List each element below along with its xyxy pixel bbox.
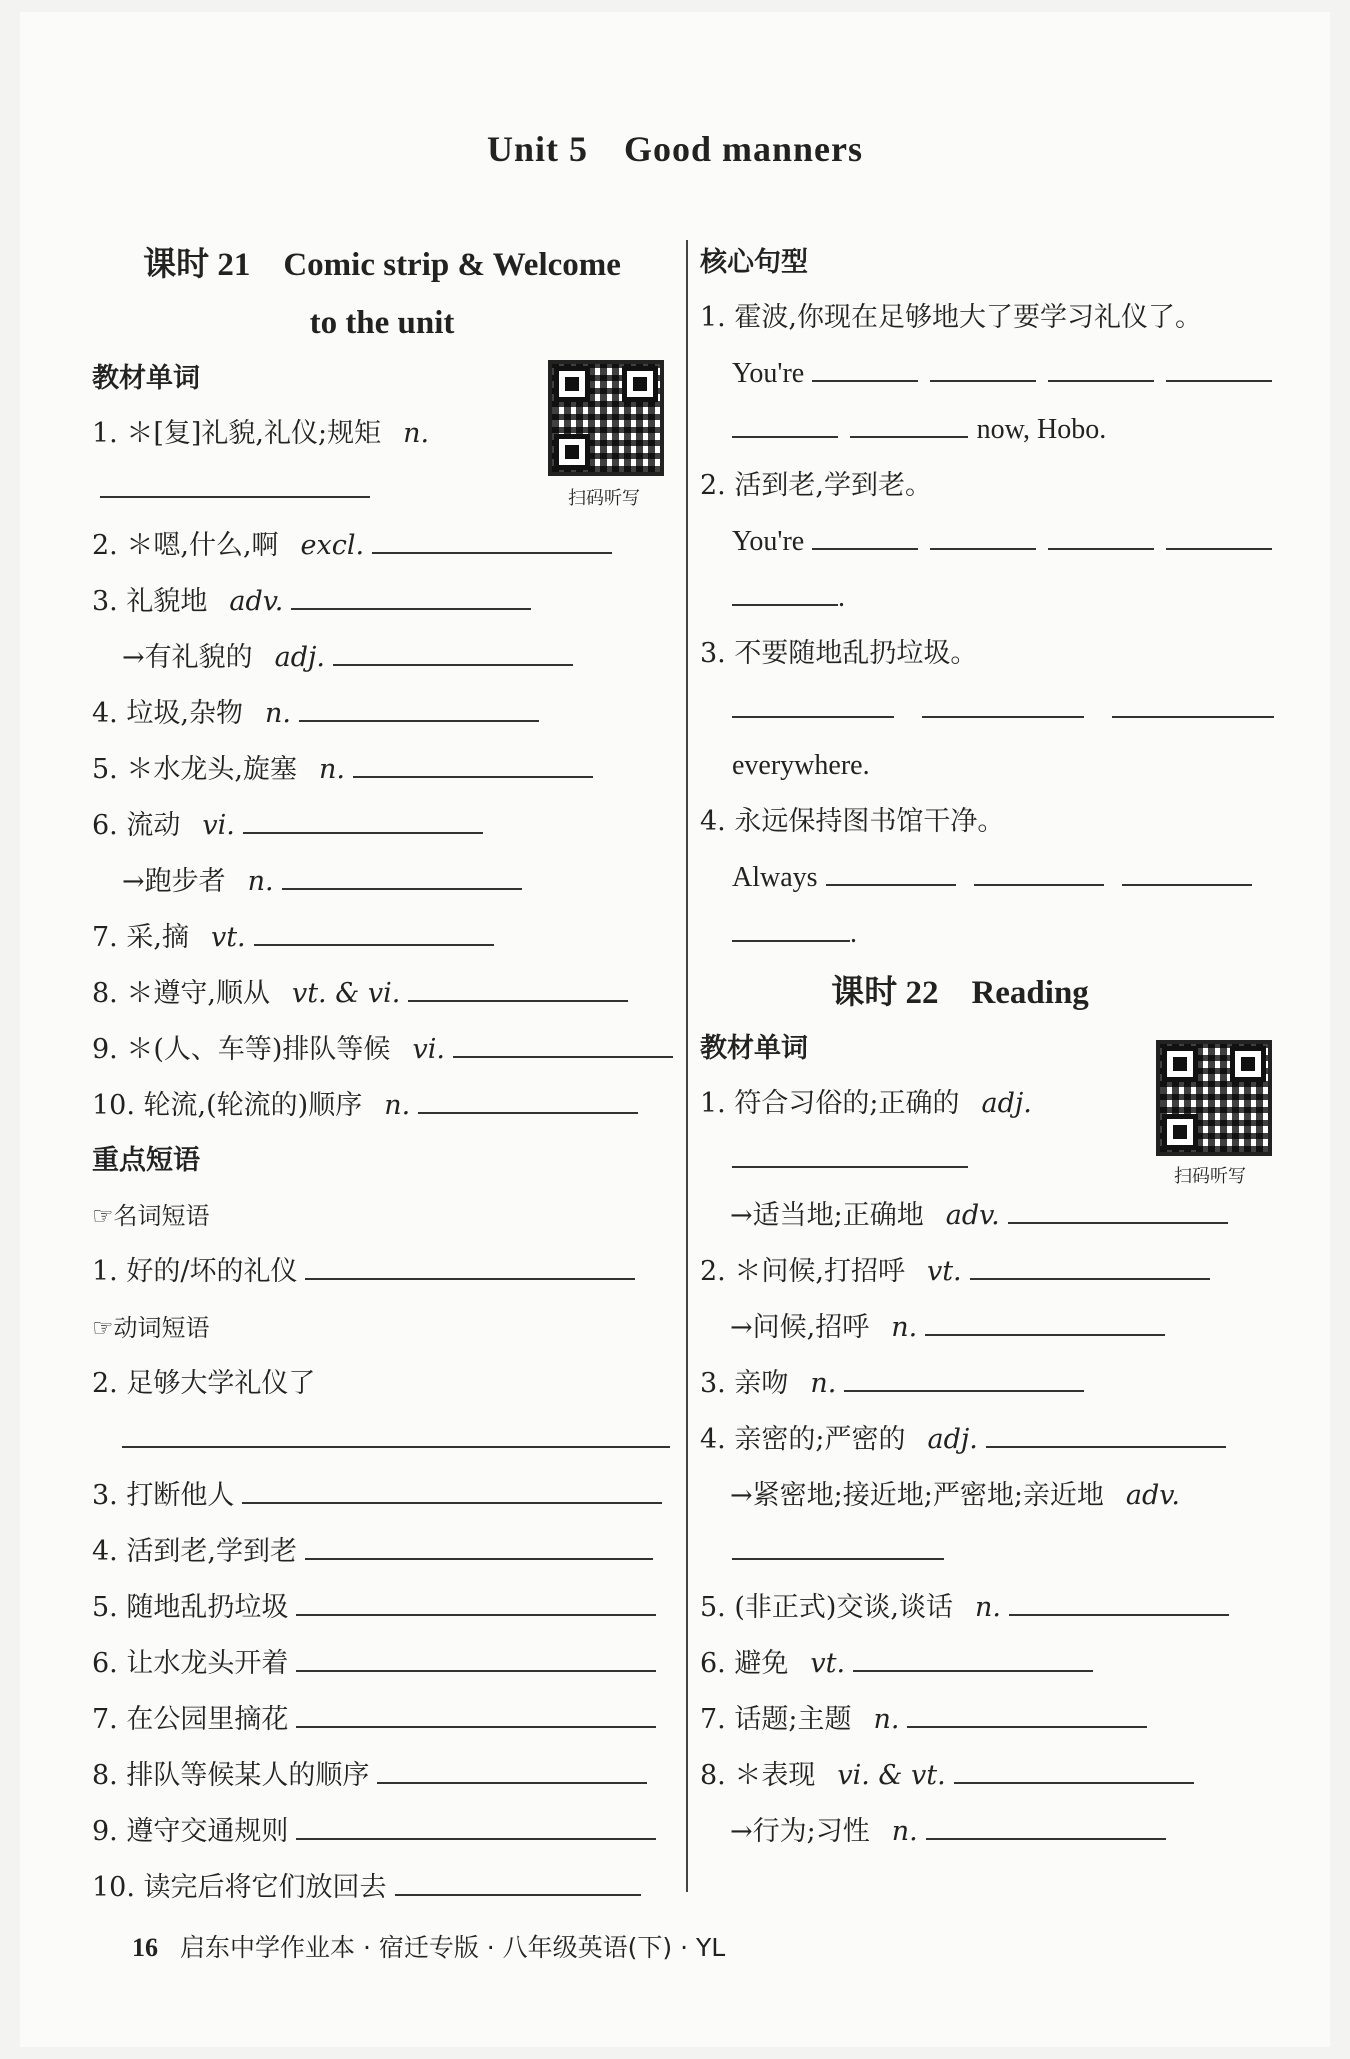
item-text: 足够大学礼仪了: [126, 1368, 316, 1399]
part-of-speech: n.: [810, 1368, 837, 1399]
item-text: 好的/坏的礼仪: [126, 1256, 298, 1287]
answer-blank[interactable]: [305, 1248, 635, 1280]
answer-blank[interactable]: [732, 910, 850, 942]
answer-blank[interactable]: [844, 1360, 1084, 1392]
sentence-blanks: [700, 738, 1290, 794]
item-number: 1.: [700, 302, 726, 333]
answer-blank[interactable]: [1122, 854, 1252, 886]
book-title: 启东中学作业本 · 宿迁专版 · 八年级英语(下) · YL: [180, 1933, 726, 1962]
part-of-speech: vt.: [810, 1648, 846, 1679]
item-text: (非正式)交谈,谈话: [734, 1592, 954, 1623]
answer-blank[interactable]: [812, 350, 918, 382]
lesson-22-title: 课时 22 Reading: [831, 975, 1089, 1011]
answer-blank[interactable]: [243, 802, 483, 834]
sentence-blanks: [700, 402, 1290, 458]
answer-blank[interactable]: [305, 1528, 653, 1560]
sentence-item: [700, 794, 1290, 850]
answer-blank[interactable]: [296, 1696, 656, 1728]
vocab-derived-item: [700, 1188, 1290, 1244]
item-number: 9.: [92, 1034, 118, 1065]
part-of-speech: n.: [891, 1312, 918, 1343]
item-text: 符合习俗的;正确的: [734, 1088, 960, 1119]
item-number: 1.: [92, 418, 118, 449]
sentence-item: [700, 626, 1290, 682]
vocab-derived-item: [92, 630, 672, 686]
phrase-heading: 重点短语: [92, 1145, 200, 1176]
item-number: 7.: [92, 1704, 118, 1735]
qr-finder: [554, 434, 590, 470]
vocab-derived-item: [700, 1468, 1290, 1524]
answer-blank[interactable]: [377, 1752, 647, 1784]
item-text: 流动: [126, 810, 181, 841]
part-of-speech: adj.: [927, 1424, 978, 1455]
item-number: 4.: [92, 1536, 118, 1567]
answer-blank[interactable]: [299, 690, 539, 722]
vocab-item: [92, 910, 672, 966]
phrase-item: [92, 1468, 672, 1524]
item-number: 4.: [700, 1424, 726, 1455]
item-text: 活到老,学到老。: [734, 470, 932, 501]
page-footer: [132, 1928, 725, 1964]
phrase-item: [92, 1356, 672, 1412]
answer-blank[interactable]: [1166, 518, 1272, 550]
item-number: 2.: [92, 530, 118, 561]
answer-blank[interactable]: [826, 854, 956, 886]
answer-blank[interactable]: [353, 746, 593, 778]
answer-blank[interactable]: [122, 1416, 670, 1448]
answer-blank[interactable]: [291, 578, 531, 610]
vocab-derived-item: [700, 1804, 1290, 1860]
part-of-speech: n.: [264, 698, 291, 729]
sentence-end: .: [838, 582, 845, 613]
item-text: 礼貌地: [126, 586, 208, 617]
core-sentences-heading: 核心句型: [700, 247, 808, 278]
sentence-item: [700, 458, 1290, 514]
item-number: 3.: [92, 1480, 118, 1511]
item-number: 5.: [92, 1592, 118, 1623]
unit-number: Unit 5: [486, 129, 588, 169]
vocab-item: [92, 1078, 672, 1134]
vocab-item: [92, 1022, 672, 1078]
item-number: 7.: [700, 1704, 726, 1735]
answer-blank[interactable]: [1112, 686, 1274, 718]
answer-blank[interactable]: [1009, 1584, 1229, 1616]
answer-blank[interactable]: [853, 1640, 1093, 1672]
item-number: 8.: [92, 978, 118, 1009]
phrase-item: [92, 1748, 672, 1804]
sentence-start: Always: [732, 862, 818, 893]
arrow-icon: →: [730, 1816, 753, 1847]
part-of-speech: vt.: [210, 922, 246, 953]
answer-blank[interactable]: [333, 634, 573, 666]
item-text: 活到老,学到老: [126, 1536, 297, 1567]
item-text: ＊水龙头,旋塞: [126, 754, 297, 785]
item-text: 轮流,(轮流的)顺序: [143, 1090, 363, 1121]
answer-blank[interactable]: [1166, 350, 1272, 382]
item-text: 不要随地乱扔垃圾。: [734, 638, 978, 669]
item-text: 读完后将它们放回去: [143, 1872, 387, 1903]
item-text: 让水龙头开着: [126, 1648, 289, 1679]
qr-finder: [1230, 1046, 1266, 1082]
part-of-speech: adj.: [981, 1088, 1032, 1119]
vocab-item: [700, 1636, 1290, 1692]
verb-phrase-heading: ☞动词短语: [92, 1314, 210, 1342]
item-text: 跑步者: [144, 866, 226, 897]
item-text: ＊表现: [734, 1760, 816, 1791]
item-number: 8.: [92, 1760, 118, 1791]
part-of-speech: n.: [384, 1090, 411, 1121]
answer-blank[interactable]: [732, 686, 894, 718]
item-number: 4.: [92, 698, 118, 729]
answer-blank[interactable]: [408, 970, 628, 1002]
item-number: 8.: [700, 1760, 726, 1791]
sentence-blanks: [700, 850, 1290, 906]
part-of-speech: n.: [318, 754, 345, 785]
arrow-icon: →: [122, 642, 145, 673]
item-text: 紧密地;接近地;严密地;亲近地: [752, 1480, 1104, 1511]
sentence-start: You're: [732, 358, 805, 389]
part-of-speech: excl.: [300, 530, 365, 561]
part-of-speech: n.: [247, 866, 274, 897]
item-text: ＊问候,打招呼: [734, 1256, 905, 1287]
answer-blank[interactable]: [926, 1808, 1166, 1840]
vocab-item: [92, 574, 672, 630]
answer-blank[interactable]: [296, 1584, 656, 1616]
part-of-speech: vi. & vt.: [837, 1760, 946, 1791]
item-text: ＊[复]礼貌,礼仪;规矩: [126, 418, 382, 449]
item-number: 6.: [92, 810, 118, 841]
sentence-end: everywhere.: [732, 750, 870, 781]
answer-line-row: [700, 1524, 1290, 1580]
answer-blank[interactable]: [907, 1696, 1147, 1728]
sentence-end: now, Hobo.: [976, 414, 1107, 445]
answer-blank[interactable]: [296, 1640, 656, 1672]
qr-finder: [554, 366, 590, 402]
sentence-blanks: [700, 906, 1290, 962]
answer-blank[interactable]: [395, 1864, 641, 1896]
item-text: 有礼貌的: [144, 642, 253, 673]
answer-blank[interactable]: [812, 518, 918, 550]
item-number: 3.: [92, 586, 118, 617]
part-of-speech: vi.: [412, 1034, 445, 1065]
vocab-item: [92, 966, 672, 1022]
answer-blank[interactable]: [242, 1472, 662, 1504]
phrase-item: [92, 1244, 672, 1300]
item-text: 垃圾,杂物: [126, 698, 243, 729]
qr-finder: [622, 366, 658, 402]
item-number: 6.: [700, 1648, 726, 1679]
vocab-item: [700, 1580, 1290, 1636]
vocab-item: [92, 518, 672, 574]
arrow-icon: →: [122, 866, 145, 897]
qr-finder: [1162, 1114, 1198, 1150]
answer-line-row: [92, 1412, 672, 1468]
item-text: ＊(人、车等)排队等候: [126, 1034, 391, 1065]
item-text: 随地乱扔垃圾: [126, 1592, 289, 1623]
part-of-speech: n.: [403, 418, 430, 449]
item-text: 采,摘: [126, 922, 189, 953]
answer-blank[interactable]: [453, 1026, 673, 1058]
arrow-icon: →: [730, 1480, 753, 1511]
vocab-item: [92, 742, 672, 798]
vocab-item: [700, 1692, 1290, 1748]
qr-caption: 扫码听写: [568, 488, 640, 509]
phrase-item: [92, 1804, 672, 1860]
item-text: 避免: [734, 1648, 789, 1679]
item-number: 7.: [92, 922, 118, 953]
item-number: 1.: [92, 1256, 118, 1287]
qr-code-icon[interactable]: [1156, 1040, 1272, 1156]
vocab-item: [92, 686, 672, 742]
noun-phrase-heading: ☞名词短语: [92, 1202, 210, 1230]
item-number: 6.: [92, 1648, 118, 1679]
item-number: 5.: [700, 1592, 726, 1623]
vocab-item: [700, 1748, 1290, 1804]
qr-finder: [1162, 1046, 1198, 1082]
answer-blank[interactable]: [372, 522, 612, 554]
lesson-21-title-line2: to the unit: [309, 305, 455, 341]
answer-blank[interactable]: [986, 1416, 1226, 1448]
item-text: 行为;习性: [752, 1816, 870, 1847]
item-number: 4.: [700, 806, 726, 837]
item-text: 排队等候某人的顺序: [126, 1760, 370, 1791]
vocab-heading: 教材单词: [92, 363, 200, 394]
item-number: 3.: [700, 638, 726, 669]
answer-blank[interactable]: [418, 1082, 638, 1114]
answer-blank[interactable]: [850, 406, 968, 438]
item-text: ＊嗯,什么,啊: [126, 530, 279, 561]
phrase-item: [92, 1860, 672, 1916]
lesson-21-title-line1: 课时 21 Comic strip & Welcome: [143, 247, 621, 283]
item-number: 1.: [700, 1088, 726, 1119]
part-of-speech: adv.: [945, 1200, 1000, 1231]
qr-caption: 扫码听写: [1174, 1166, 1246, 1187]
part-of-speech: n.: [891, 1816, 918, 1847]
phrase-item: [92, 1692, 672, 1748]
item-number: 10.: [92, 1090, 135, 1121]
item-text: 适当地;正确地: [752, 1200, 924, 1231]
answer-blank[interactable]: [296, 1808, 656, 1840]
unit-title: [0, 128, 1350, 170]
item-text: 遵守交通规则: [126, 1816, 289, 1847]
part-of-speech: vi.: [202, 810, 235, 841]
part-of-speech: adv.: [1125, 1480, 1180, 1511]
item-text: 问候,招呼: [752, 1312, 870, 1343]
lesson-21-title: [92, 236, 672, 352]
part-of-speech: vt.: [926, 1256, 962, 1287]
vocab-item: [700, 1356, 1290, 1412]
answer-blank[interactable]: [732, 1528, 944, 1560]
sentence-end: .: [850, 918, 857, 949]
answer-blank[interactable]: [732, 574, 838, 606]
answer-blank[interactable]: [930, 518, 1036, 550]
vocab-heading: 教材单词: [700, 1033, 808, 1064]
vocab-item: [700, 1412, 1290, 1468]
answer-blank[interactable]: [922, 686, 1084, 718]
sentence-blanks: [700, 682, 1290, 738]
answer-blank[interactable]: [925, 1304, 1165, 1336]
arrow-icon: →: [730, 1200, 753, 1231]
answer-blank[interactable]: [732, 1136, 968, 1168]
item-number: 2.: [92, 1368, 118, 1399]
item-text: 打断他人: [126, 1480, 235, 1511]
sentence-blanks: [700, 514, 1290, 570]
phrase-item: [92, 1524, 672, 1580]
part-of-speech: n.: [975, 1592, 1001, 1623]
item-number: 5.: [92, 754, 118, 785]
answer-blank[interactable]: [732, 406, 838, 438]
item-number: 2.: [700, 470, 726, 501]
unit-name: Good manners: [623, 129, 864, 169]
item-text: 霍波,你现在足够地大了要学习礼仪了。: [734, 302, 1202, 333]
answer-blank[interactable]: [954, 1752, 1194, 1784]
item-number: 3.: [700, 1368, 726, 1399]
part-of-speech: adv.: [229, 586, 284, 617]
part-of-speech: vt. & vi.: [291, 978, 401, 1009]
phrase-item: [92, 1580, 672, 1636]
page-number: 16: [132, 1933, 158, 1962]
item-text: 在公园里摘花: [126, 1704, 289, 1735]
sentence-blanks: [700, 570, 1290, 626]
item-number: 2.: [700, 1256, 726, 1287]
part-of-speech: adj.: [274, 642, 325, 673]
item-text: 亲密的;严密的: [734, 1424, 906, 1455]
answer-blank[interactable]: [1048, 350, 1154, 382]
vocab-item: [700, 1244, 1290, 1300]
sentence-blanks: [700, 346, 1290, 402]
part-of-speech: n.: [873, 1704, 900, 1735]
answer-blank[interactable]: [1048, 518, 1154, 550]
answer-blank[interactable]: [282, 858, 522, 890]
item-text: 永远保持图书馆干净。: [734, 806, 1005, 837]
vocab-derived-item: [700, 1300, 1290, 1356]
sentence-start: You're: [732, 526, 805, 557]
column-divider: [686, 240, 688, 1892]
vocab-item: [92, 798, 672, 854]
item-number: 9.: [92, 1816, 118, 1847]
arrow-icon: →: [730, 1312, 753, 1343]
answer-blank[interactable]: [100, 466, 370, 498]
item-text: ＊遵守,顺从: [126, 978, 270, 1009]
item-text: 亲吻: [734, 1368, 789, 1399]
answer-blank[interactable]: [930, 350, 1036, 382]
answer-blank[interactable]: [1008, 1192, 1228, 1224]
phrase-item: [92, 1636, 672, 1692]
answer-blank[interactable]: [974, 854, 1104, 886]
item-number: 10.: [92, 1872, 135, 1903]
answer-blank[interactable]: [254, 914, 494, 946]
answer-blank[interactable]: [970, 1248, 1210, 1280]
item-text: 话题;主题: [734, 1704, 852, 1735]
sentence-item: [700, 290, 1290, 346]
vocab-derived-item: [92, 854, 672, 910]
qr-code-icon[interactable]: [548, 360, 664, 476]
